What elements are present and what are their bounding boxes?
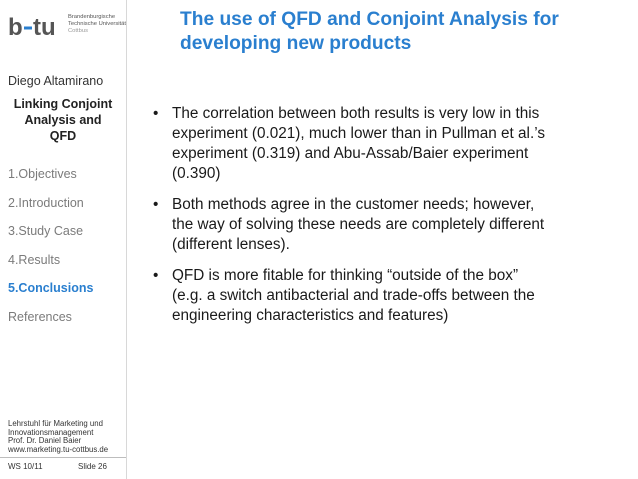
bullet-marker: • — [153, 196, 159, 213]
bullet-line: experiment (0.021), much lower than in Pullman et al.’s — [172, 125, 545, 142]
bullet-line: (0.390) — [172, 165, 221, 182]
bullet-line: (e.g. a switch antibacterial and trade-offs between the — [172, 287, 535, 304]
chair-line: Lehrstuhl für Marketing und — [8, 419, 103, 428]
bullet-line: Both methods agree in the customer needs; however, — [172, 196, 535, 213]
nav-item-references[interactable]: References — [8, 309, 72, 324]
bullet-line: experiment (0.319) and Abu-Assab/Baier experiment — [172, 145, 529, 162]
nav-item-results[interactable]: 4.Results — [8, 252, 61, 267]
logo-line: Brandenburgische — [68, 14, 116, 20]
logo-university-text — [68, 14, 130, 35]
bullet-line: the way of solving these needs are completely different — [172, 216, 545, 233]
talk-title-line: Linking Conjoint — [13, 97, 113, 111]
bullet-line: engineering characteristics and features) — [172, 307, 449, 324]
bullet-list — [148, 104, 628, 337]
bullet-line: The correlation between both results is very low in this — [172, 105, 540, 122]
footer-divider — [0, 457, 126, 458]
nav-item-introduction[interactable]: 2.Introduction — [8, 195, 84, 210]
section-nav — [8, 166, 124, 337]
bullet-marker: • — [153, 105, 159, 122]
bullet-line: QFD is more fitable for thinking “outside of the box” — [172, 267, 519, 284]
nav-item-study-case[interactable]: 3.Study Case — [8, 224, 84, 238]
bullet-line: (different lenses). — [172, 236, 290, 253]
bullet-correlation — [148, 104, 628, 184]
logo-letter-b: b — [8, 14, 23, 41]
nav-item-objectives[interactable]: 1.Objectives — [8, 167, 77, 181]
chair-line: Innovationsmanagement — [8, 427, 94, 437]
bullet-marker: • — [153, 267, 159, 284]
slide-title-line: developing new products — [180, 33, 412, 54]
author-name: Diego Altamirano — [8, 74, 104, 88]
btu-logo-mark — [8, 12, 66, 42]
logo-line: Technische Universität — [68, 21, 126, 27]
footer-term: WS 10/11 — [8, 462, 43, 471]
chair-website: www.marketing.tu-cottbus.de — [8, 445, 109, 455]
bullet-qfd-outside-box — [148, 266, 628, 326]
logo-dash — [24, 27, 32, 30]
talk-title-line: QFD — [49, 129, 77, 143]
slide-title-line: The use of QFD and Conjoint Analysis for — [180, 9, 559, 30]
logo-city: Cottbus — [68, 28, 88, 34]
chair-line: Prof. Dr. Daniel Baier — [8, 436, 82, 446]
talk-title — [4, 96, 122, 144]
talk-title-line: Analysis and — [24, 113, 102, 127]
slide-number: Slide 26 — [78, 462, 107, 471]
sidebar — [0, 0, 127, 479]
logo-letters-tu: tu — [33, 14, 56, 41]
chair-info — [8, 420, 124, 455]
slide-title — [180, 8, 620, 56]
btu-logo — [8, 12, 126, 42]
nav-item-conclusions[interactable]: 5.Conclusions — [8, 281, 94, 295]
bullet-customer-needs — [148, 195, 628, 255]
